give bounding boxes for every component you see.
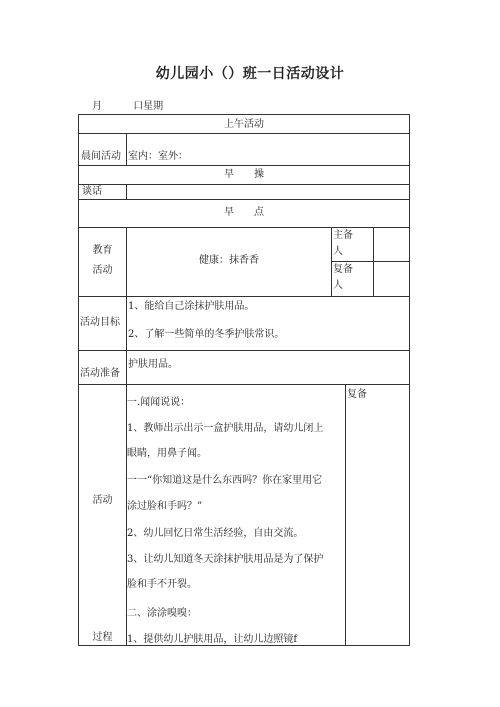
process-line: 脸和手不开裂。 bbox=[127, 579, 197, 590]
process-line: 1、教师出示出示一盒护肤用品，请幼儿闭上 bbox=[127, 423, 324, 434]
month-label: 月 bbox=[92, 101, 102, 112]
process-line: 一一“你知道这是什么东西吗？你在家里用它 bbox=[127, 475, 323, 486]
process-line: 二、涂涂嗅嗅： bbox=[127, 608, 197, 619]
morning-header: 上午活动 bbox=[224, 119, 264, 130]
goal-item: 1、能给自己涂抹护肤用品。 bbox=[128, 301, 255, 312]
process-line: 2、幼儿回忆日常生活经验，自由交流。 bbox=[127, 528, 304, 539]
process-line: 一.闻闻说说： bbox=[127, 397, 191, 408]
prep-lead-1: 主备 bbox=[333, 230, 353, 241]
prep-lead-2: 人 bbox=[333, 246, 343, 257]
goals-label: 活动目标 bbox=[80, 317, 120, 328]
edu-subject: 健康：抹香香 bbox=[199, 255, 259, 266]
goal-item: 2、了解一些简单的冬季护肤常识。 bbox=[128, 329, 285, 340]
edu-label-1: 教育 bbox=[92, 245, 113, 256]
snack-row: 早 点 bbox=[224, 207, 264, 218]
process-label-1: 活动 bbox=[92, 495, 113, 506]
process-line: 眼睛，用鼻子闻。 bbox=[127, 448, 207, 459]
talk-label: 谈话 bbox=[82, 186, 102, 197]
process-label-2: 过程 bbox=[92, 632, 113, 643]
activity-table bbox=[78, 114, 410, 646]
arrival-label: 晨间活动 bbox=[81, 151, 121, 162]
prep-value: 护肤用品。 bbox=[128, 359, 178, 370]
process-line: 涂过脸和手吗？” bbox=[127, 501, 203, 512]
page-title: 幼儿园小（）班一日活动设计 bbox=[155, 66, 345, 82]
review-label: 复备 bbox=[347, 389, 367, 400]
prep-label: 活动准备 bbox=[80, 368, 120, 379]
date-line bbox=[92, 97, 191, 112]
process-line: 1、提供幼儿护肤用品，让幼儿边照镜f bbox=[127, 634, 298, 645]
exercise-row: 早 操 bbox=[224, 169, 264, 180]
weekday-label: 口星期 bbox=[133, 101, 164, 112]
process-line: 3、让幼儿知道冬天涂抹护肤用品是为了保护 bbox=[127, 554, 324, 565]
arrival-value: 室内：室外： bbox=[128, 151, 188, 162]
edu-label-2: 活动 bbox=[92, 265, 113, 276]
prep-review-1: 复备 bbox=[333, 264, 353, 275]
prep-review-2: 人 bbox=[333, 280, 343, 291]
